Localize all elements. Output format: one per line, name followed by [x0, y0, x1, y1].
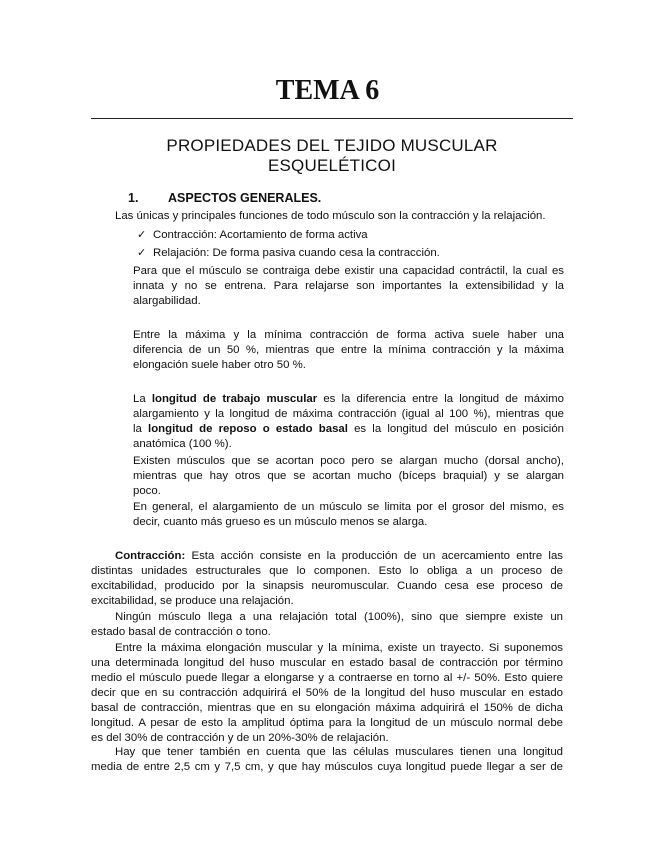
text-line: una determinada longitud del huso muscular en estado basal de contracción por término: [91, 657, 563, 669]
paragraph-spindle: [91, 641, 563, 746]
paragraph-contractile: [133, 264, 564, 309]
bold-term: longitud de reposo o estado basal: [148, 423, 348, 435]
text-line: Entre la máxima elongación muscular y la mínima, existe un trayecto. Si suponemos: [115, 642, 563, 654]
text-line: [133, 392, 564, 407]
text-line: Entre la máxima y la mínima contracción de forma activa suele haber una: [133, 329, 564, 341]
text-line: Existen músculos que se acortan poco pero se alargan mucho (dorsal ancho),: [133, 455, 564, 467]
text-line: innata y no se entrena. Para relajarse son importantes la extensibilidad y la: [133, 280, 564, 292]
paragraph-contraction: [91, 549, 563, 609]
bold-term: longitud de trabajo muscular: [151, 393, 318, 405]
page-title: TEMA 6: [275, 75, 380, 106]
text-line: mientras que hay otros que se acortan mucho (bíceps braquial) y se alargan: [133, 470, 564, 482]
section-heading: [128, 191, 321, 206]
bullet-text: Contracción: Acortamiento de forma activa: [153, 229, 368, 241]
bullet-item: [137, 227, 368, 243]
intro-paragraph: Las únicas y principales funciones de todo músculo son la contracción y la relajación.: [115, 210, 546, 222]
text-line: estado basal de contracción o tono.: [91, 626, 271, 638]
paragraph-working-length: [133, 392, 564, 452]
text-line: En general, el alargamiento de un músculo se limita por el grosor del mismo, es: [133, 501, 564, 513]
paragraph-cell-length: [91, 745, 563, 775]
text-run: Esta acción consiste en la producción de un acercamiento entre las: [185, 550, 563, 562]
text-line: longitud. A pesar de esto la amplitud óptima para la longitud de un músculo normal debe: [91, 717, 563, 729]
document-subtitle: [91, 136, 573, 176]
text-line: decir que en su contracción adquirirá el 50% de la longitud del huso muscular en estado: [91, 687, 563, 699]
bullet-text: Relajación: De forma pasiva cuando cesa la contracción.: [153, 247, 440, 259]
paragraph-range: [133, 328, 564, 373]
paragraph-tone: [91, 610, 563, 640]
paragraph-thickness: [133, 500, 564, 530]
bullet-item: [137, 245, 440, 261]
text-line: excitabilidad, se produce una relajación.: [91, 595, 294, 607]
check-icon: ✓: [137, 246, 147, 259]
text-line: Para que el músculo se contraiga debe existir una capacidad contráctil, la cual es: [133, 265, 564, 277]
text-line: [133, 422, 564, 437]
text-line: Hay que tener también en cuenta que las células musculares tienen una longitud: [115, 746, 563, 758]
text-line: alargabilidad.: [133, 295, 201, 307]
text-line: distintas unidades estructurales que lo componen. Esto lo obliga a un proceso de: [91, 565, 563, 577]
text-run: la: [133, 423, 149, 435]
text-line: media de entre 2,5 cm y 7,5 cm, y que hay músculos cuya longitud puede llegar a ser de: [91, 761, 563, 773]
text-line: alargamiento y la longitud de máxima contracción (igual al 100 %), mientras que: [133, 408, 564, 420]
section-number: 1.: [128, 191, 139, 205]
text-run: La: [133, 393, 152, 405]
text-line: poco.: [133, 485, 161, 497]
text-line: Ningún músculo llega a una relajación total (100%), sino que siempre existe un: [115, 611, 563, 623]
text-line: basal de contracción, mientras que en su elongación máxima adquirirá el 150% de dicha: [91, 702, 563, 714]
text-line: es del 30% de contracción y de un 20%-30% de relajación.: [91, 732, 389, 744]
subtitle-line: ESQUELÉTICOI: [267, 156, 397, 175]
text-run: es la longitud del músculo en posición: [347, 423, 564, 435]
text-line: anatómica (100 %).: [133, 438, 232, 450]
subtitle-line: PROPIEDADES DEL TEJIDO MUSCULAR: [166, 136, 498, 155]
text-line: excitabilidad, producido por la sinapsis neuromuscular. Cuando cesa ese proceso de: [91, 580, 563, 592]
bold-term: Contracción:: [115, 550, 186, 562]
title-rule: [91, 118, 573, 119]
section-title: ASPECTOS GENERALES.: [168, 191, 322, 205]
text-line: diferencia de un 50 %, mientras que entre la mínima contracción y la máxima: [133, 344, 564, 356]
check-icon: ✓: [137, 228, 147, 241]
text-line: decir, cuanto más grueso es un músculo menos se alarga.: [133, 516, 428, 528]
text-line: elongación suele haber otro 50 %.: [133, 359, 306, 371]
text-run: es la diferencia entre la longitud de máximo: [317, 393, 564, 405]
text-line: medio el músculo puede llegar a elongarse y a contraerse en torno al +/- 50%. Esto quiere: [91, 672, 563, 684]
paragraph-muscle-types: [133, 454, 564, 499]
text-line: [91, 549, 563, 564]
